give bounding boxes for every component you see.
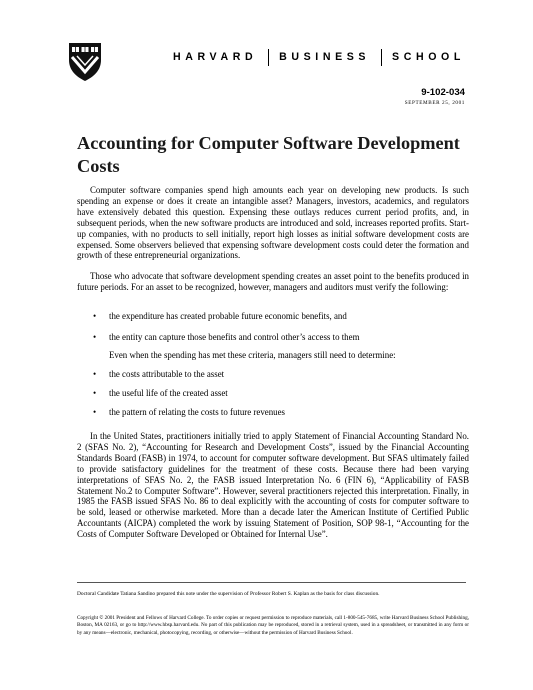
wordmark-divider — [381, 49, 382, 66]
document-date: SEPTEMBER 25, 2001 — [404, 100, 465, 106]
intro-paragraph — [77, 185, 469, 261]
list-item-text: the pattern of relating the costs to future revenues — [109, 407, 285, 417]
copyright-notice: Copyright © 2001 President and Fellows of Harvard College. To order copies or request permission to reproduce materials, call 1-800-545-7685, write Harvard Business School Publishing, Boston, MA 02163, or go to http://www.hbsp.harvard.edu. No part of this publication may be reproduced, stored in a retrieval system, used in a spreadsheet, or transmitted in any form or by any means—electronic, mechanical, photocopying, recording, or otherwise—without the permission of Harvard Business School. — [77, 615, 469, 636]
bullet-icon: • — [93, 369, 97, 379]
school-wordmark — [173, 48, 465, 66]
criteria-intro: Even when the spending has met these criteria, managers still need to determine: — [109, 350, 396, 360]
asset-paragraph — [77, 271, 469, 293]
wordmark-business: BUSINESS — [279, 51, 371, 63]
list-item — [93, 407, 285, 418]
history-paragraph — [77, 431, 469, 540]
list-item — [93, 369, 225, 380]
author-footnote: Doctoral Candidate Tatiana Sandino prepared this note under the supervision of Professor Robert S. Kaplan as the basis for class discussion. — [77, 591, 380, 597]
list-item-text: the expenditure has created probable future economic benefits, and — [109, 311, 347, 321]
list-item — [93, 388, 228, 399]
page-title: Accounting for Computer Software Development Costs — [77, 133, 460, 176]
bullet-icon: • — [93, 332, 97, 342]
paragraph: In the United States, practitioners initially tried to apply Statement of Financial Accounting Standard No. 2 (SFAS No. 2), “Accounting for Research and Development Costs”, issued by the Financial Accounting Standards Board (FASB) in 1974, to account for computer software development. But SFAS ultimately failed to provide satisfactory guidelines for the treatment of these costs. Because there had been varying interpretations of SFAS No. 2, the FASB issued Interpretation No. 6 (FIN 6), “Applicability of FASB Statement No.2 to Computer Software”. However, several practitioners rejected this interpretation. Finally, in 1985 the FASB issued SFAS No. 86 to deal explicitly with the accounting of costs for computer software to be sold, leased or otherwise marketed. More than a decade later the American Institute of Certified Public Accountants (AICPA) completed the work by issuing Statement of Position, SOP 98-1, “Accounting for the Costs of Computer Software Developed or Obtained for Internal Use”. — [77, 431, 469, 540]
bullet-icon: • — [93, 311, 97, 321]
bullet-icon: • — [93, 407, 97, 417]
list-item-text: the useful life of the created asset — [109, 388, 228, 398]
list-item — [93, 311, 347, 322]
paragraph: Computer software companies spend high amounts each year on developing new products. Is such spending an expense or does it create an intangible asset? Managers, investors, academics, and regulators have extensively debated this question. Expensing these outlays reduces current period profits, and, in subsequent periods, when the new software products are introduced and sold, increases reported profits. Start-up companies, with no products to sell initially, report high losses as initial software development costs are expensed. Some observers believed that expensing software development costs could deter the formation and growth of these entrepreneurial organizations. — [77, 185, 469, 261]
bullet-icon: • — [93, 388, 97, 398]
wordmark-harvard: HARVARD — [173, 51, 258, 63]
list-item — [93, 332, 360, 343]
harvard-shield-icon — [68, 42, 102, 82]
list-item-text: the entity can capture those benefits and control other’s access to them — [109, 332, 360, 342]
document-number: 9-102-034 — [421, 87, 465, 98]
wordmark-school: SCHOOL — [392, 51, 465, 63]
paragraph: Those who advocate that software development spending creates an asset point to the benefits produced in future periods. For an asset to be recognized, however, managers and auditors must verify the following: — [77, 271, 469, 292]
list-item-text: the costs attributable to the asset — [109, 369, 225, 379]
wordmark-divider — [268, 49, 269, 66]
footnote-divider — [77, 582, 466, 583]
